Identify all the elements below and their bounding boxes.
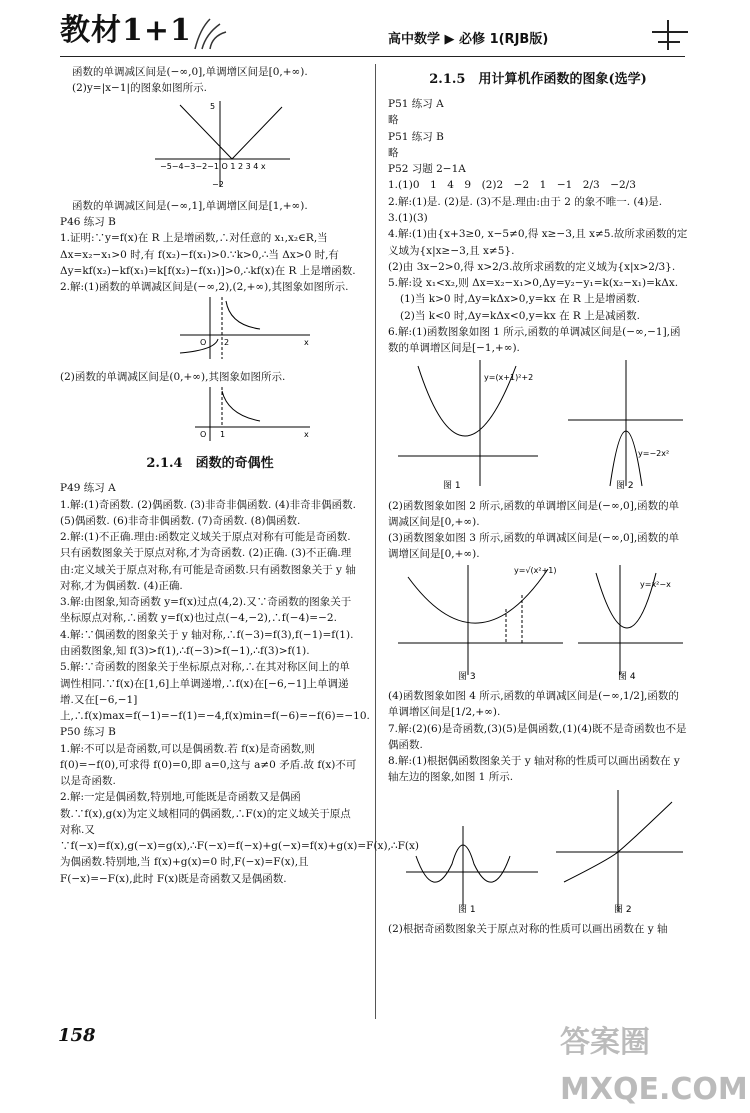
figure-row-2 — [388, 563, 688, 683]
answer-text: 3.(1)(3) — [388, 212, 428, 224]
formula-2: y=−2x² — [638, 449, 670, 459]
figure-row-1 — [388, 356, 688, 492]
text-line: 略 — [388, 146, 399, 159]
svg-text:5: 5 — [210, 101, 216, 111]
answer-text: (2)函数的单调减区间是(0,+∞),其图象如图所示. — [60, 370, 286, 383]
svg-text:1: 1 — [220, 429, 226, 439]
caption-3: 图 3 — [458, 671, 476, 682]
section-label: P46 练习 B — [60, 216, 116, 229]
caption-2: 图 2 — [616, 481, 634, 492]
caption-1: 图 1 — [443, 481, 461, 492]
text-line: 略 — [388, 114, 399, 127]
answer-text: 2.解:一定是偶函数,特别地,可能既是奇函数又是偶函数.∵f(x),g(x)为定义域相同的偶函数,∴F(x)的定义域关于原点对称.又∵f(−x)=f(x),g(−x)=g(x),∴F(−x)=f(−x)+g(−x)=f(x)+g(x)=F(x),∴F(x)为偶函数.特别地,当 f(x)+g(x)=0 时,F(−x)=F(x),且 F(−x)=−F(x),此时 F(x)既是奇函数又是偶函数. — [60, 791, 419, 885]
svg-text:−2: −2 — [212, 179, 224, 189]
page-number: 158 — [58, 1025, 96, 1046]
section-title: 2.1.5 用计算机作函数的图象(选学) — [429, 72, 647, 87]
section-label: P52 习题 2−1A — [388, 163, 466, 176]
svg-text:O: O — [200, 338, 207, 348]
answer-text: 1.解:(1)奇函数. (2)偶函数. (3)非奇非偶函数. (4)非奇非偶函数. (5)偶函数. (6)非奇非偶函数. (7)奇函数. (8)偶函数. — [60, 498, 356, 527]
answer-text: (4)函数图象如图 4 所示,函数的单调减区间是(−∞,1/2],函数的单调增区间是[1/2,+∞). — [388, 689, 679, 719]
svg-text:2: 2 — [224, 338, 230, 348]
answer-text: (2)函数图象如图 2 所示,函数的单调增区间是(−∞,0],函数的单调减区间是[0,+∞). — [388, 499, 680, 528]
answer-text: 5.解:∵奇函数的图象关于坐标原点对称,∴在其对称区间上的单调性相同.∵f(x)在[1,6]上单调递增,∴f(x)在[−6,−1]上单调递增.又在[−6,−1]上,∴f(x)max=f(−1)=−f(1)=−4,f(x)min=f(−6)=−f(6)=−10. — [60, 661, 370, 723]
brand-title: 教材1+1 — [60, 13, 192, 48]
section-label: P49 练习 A — [60, 482, 116, 495]
answer-text: (3)函数图象如图 3 所示,函数的单调减区间是(−∞,0],函数的单调增区间是[0,+∞). — [388, 532, 680, 561]
formula-4: y=x²−x — [640, 579, 671, 589]
figure-row-3 — [388, 786, 688, 916]
answer-text: 1.证明:∵y=f(x)在 R 上是增函数,∴对任意的 x₁,x₂∈R,当 Δx=x₂−x₁>0 时,有 f(x₂)−f(x₁)>0.∵k>0,∴当 Δx>0 时,有 Δy=kf(x₂)−kf(x₁)=k[f(x₂)−f(x₁)]>0,∴kf(x)在 R 上是增函数. — [60, 232, 356, 277]
section-title: 2.1.4 函数的奇偶性 — [146, 456, 274, 472]
answer-text: 2.解:(1)函数的单调减区间是(−∞,2),(2,+∞),其图象如图所示. — [60, 281, 349, 294]
answer-text: 2.解:(1)是. (2)是. (3)不是.理由:由于 2 的象不唯一. (4)是. — [388, 195, 663, 208]
watermark: 答案圈 MXQE.COM — [560, 1025, 748, 1107]
answer-text: 7.解:(2)(6)是奇函数,(3)(5)是偶函数,(1)(4)既不是奇函数也不是偶函数. — [388, 722, 687, 751]
graph-abs-x-minus-1 — [60, 97, 360, 193]
text-line: (2)y=|x−1|的图象如图所示. — [72, 82, 207, 95]
svg-text:x: x — [304, 338, 309, 348]
svg-text:−5−4−3−2−1 O 1 2 3 4 x: −5−4−3−2−1 O 1 2 3 4 x — [160, 161, 266, 171]
grass-decoration-icon — [190, 14, 230, 50]
answer-text: (1)当 k>0 时,Δy=kΔx>0,y=kx 在 R 上是增函数. — [400, 293, 640, 306]
column-divider — [375, 64, 376, 1019]
graph-q2-1 — [60, 295, 360, 363]
answer-text: 1.(1)0 1 4 9 (2)2 −2 1 −1 2/3 −2/3 — [388, 179, 636, 192]
answer-text: 1.解:不可以是奇函数,可以是偶函数.若 f(x)是奇函数,则 f(0)=−f(0),可求得 f(0)=0,即 a=0,这与 a≠0 矛盾.故 f(x)不可以是奇函数. — [60, 742, 357, 788]
answer-text: (2)由 3x−2>0,得 x>2/3.故所求函数的定义域为{x|x>2/3}. — [388, 260, 676, 273]
answer-text: 6.解:(1)函数图象如图 1 所示,函数的单调减区间是(−∞,−1],函数的单调增区间是[−1,+∞). — [388, 325, 681, 355]
answer-text: 5.解:设 x₁<x₂,则 Δx=x₂−x₁>0,Δy=y₂−y₁=k(x₂−x₁)=kΔx. — [388, 277, 679, 290]
answer-text: (2)根据奇函数图象关于原点对称的性质可以画出函数在 y 轴 — [388, 922, 668, 935]
section-label: P51 练习 A — [388, 98, 444, 111]
subject-label: 高中数学 ▶ 必修 1(RJB版) — [388, 32, 549, 47]
text-line: 函数的单调减区间是(−∞,0],单调增区间是[0,+∞). — [72, 66, 308, 78]
svg-text:图 1: 图 1 — [458, 904, 476, 915]
formula-1: y=(x+1)²+2 — [484, 373, 534, 383]
answer-text: (2)当 k<0 时,Δy=kΔx<0,y=kx 在 R 上是减函数. — [400, 309, 640, 322]
logo-icon — [650, 18, 690, 52]
formula-3: y=√(x²+1) — [514, 565, 557, 575]
answer-text: 3.解:由图象,知奇函数 y=f(x)过点(4,2).又∵奇函数的图象关于坐标原点对称,∴函数 y=f(x)也过点(−4,−2),∴f(−4)=−2. — [60, 596, 352, 625]
svg-text:图 2: 图 2 — [614, 904, 632, 915]
answer-text: 4.解:(1)由{x+3≥0, x−5≠0,得 x≥−3,且 x≠5.故所求函数的定义域为{x|x≥−3,且 x≠5}. — [388, 228, 688, 257]
section-label: P50 练习 B — [60, 726, 116, 739]
answer-text: 8.解:(1)根据偶函数图象关于 y 轴对称的性质可以画出函数在 y 轴左边的图象,如图 1 所示. — [388, 755, 680, 784]
answer-text: 2.解:(1)不正确.理由:函数定义域关于原点对称有可能是奇函数.只有函数图象关于原点对称,才为奇函数. (2)正确. (3)不正确.理由:定义域关于原点对称,有可能是奇函数.只有函数图象关于 y 轴对称,才为偶函数. (4)正确. — [60, 531, 356, 592]
text-line: 函数的单调减区间是(−∞,1],单调增区间是[1,+∞). — [72, 199, 308, 212]
svg-text:O: O — [200, 429, 207, 439]
page-header — [0, 0, 750, 64]
graph-q2-2 — [60, 385, 360, 443]
right-column — [388, 64, 688, 937]
caption-4: 图 4 — [618, 671, 636, 682]
answer-text: 4.解:∵偶函数的图象关于 y 轴对称,∴f(−3)=f(3),f(−1)=f(1).由函数图象,知 f(3)>f(1),∴f(−3)>f(−1),∴f(3)>f(1). — [60, 628, 354, 657]
svg-text:x: x — [304, 429, 309, 439]
header-rule — [60, 56, 685, 57]
section-label: P51 练习 B — [388, 130, 444, 143]
